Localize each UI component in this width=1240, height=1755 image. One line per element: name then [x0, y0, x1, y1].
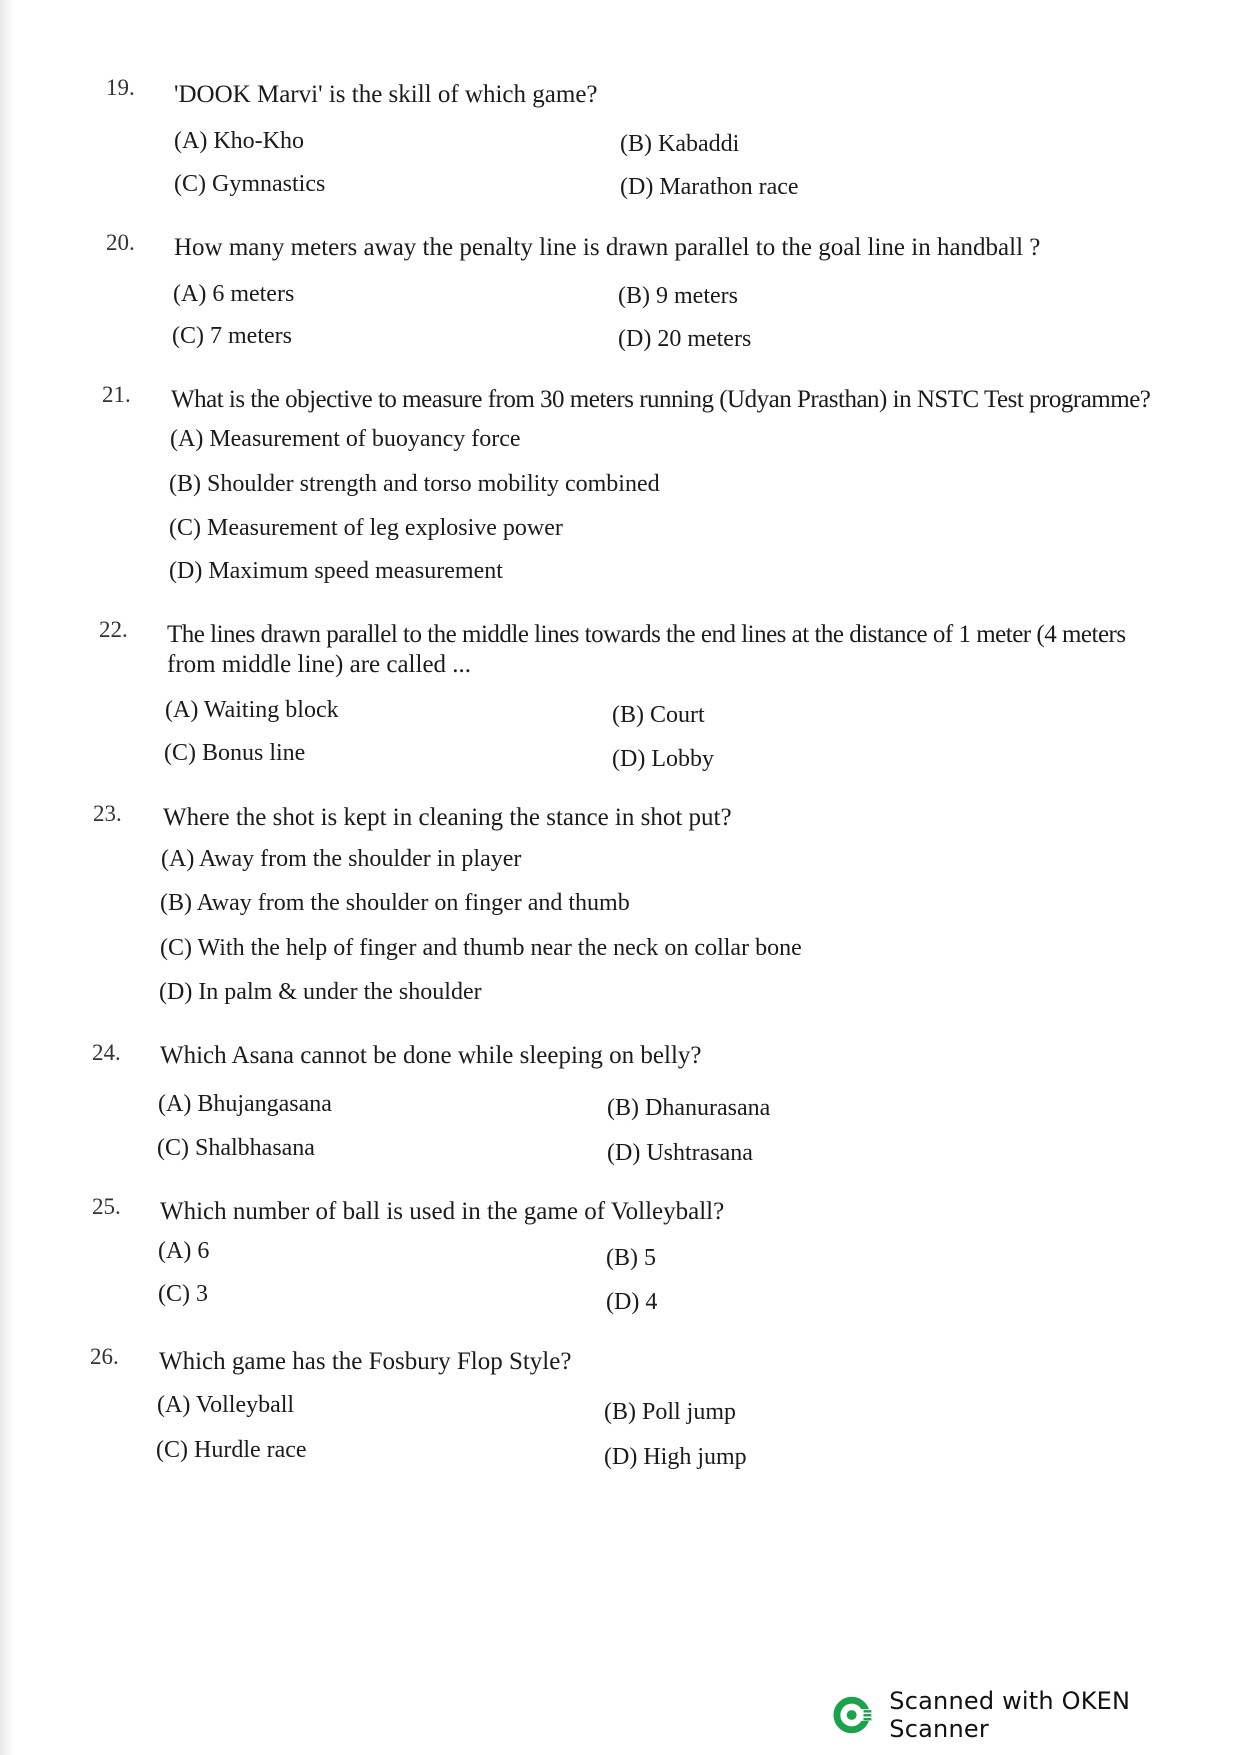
option-a: (A) Waiting block [165, 697, 339, 723]
option-a: (A) Volleyball [157, 1392, 295, 1418]
question-text: What is the objective to measure from 30 meters running (Udyan Prasthan) in NSTC Test programme? [171, 386, 1151, 413]
option-b: (B) Court [612, 702, 705, 728]
option-d: (D) 4 [606, 1289, 658, 1315]
option-b: (B) Dhanurasana [607, 1095, 771, 1121]
scanner-watermark [832, 1687, 1232, 1743]
option-d: (D) In palm & under the shoulder [159, 979, 482, 1005]
option-a: (A) Away from the shoulder in player [161, 846, 522, 872]
question-number: 21. [102, 382, 131, 407]
option-d: (D) Lobby [612, 746, 714, 772]
option-c: (C) Measurement of leg explosive power [169, 515, 563, 541]
option-a: (A) 6 meters [173, 281, 295, 307]
oken-scanner-logo-icon [832, 1693, 875, 1737]
option-c: (C) Hurdle race [156, 1437, 307, 1463]
option-a: (A) Measurement of buoyancy force [170, 426, 521, 452]
option-a: (A) Kho-Kho [174, 128, 304, 154]
question-text: Which game has the Fosbury Flop Style? [159, 1348, 572, 1375]
option-c: (C) Gymnastics [174, 171, 326, 197]
option-d: (D) Ushtrasana [607, 1140, 753, 1166]
option-a: (A) Bhujangasana [158, 1091, 332, 1117]
option-d: (D) Maximum speed measurement [169, 558, 503, 584]
question-number: 26. [90, 1344, 119, 1369]
option-a: (A) 6 [158, 1238, 210, 1264]
option-b: (B) 9 meters [618, 283, 738, 309]
question-text: Where the shot is kept in cleaning the stance in shot put? [163, 804, 732, 831]
question-text: 'DOOK Marvi' is the skill of which game? [174, 81, 598, 108]
question-number: 24. [92, 1040, 121, 1065]
option-c: (C) With the help of finger and thumb near the neck on collar bone [160, 935, 802, 961]
option-b: (B) Kabaddi [620, 131, 740, 157]
question-text-line-1: The lines drawn parallel to the middle lines towards the end lines at the distance of 1 meter (4 meters [167, 621, 1126, 648]
option-d: (D) Marathon race [620, 174, 799, 200]
option-b: (B) Shoulder strength and torso mobility combined [169, 471, 660, 497]
question-number: 22. [99, 617, 128, 642]
option-c: (C) Bonus line [164, 740, 306, 766]
question-text-line-2: from middle line) are called ... [167, 651, 472, 678]
option-c: (C) Shalbhasana [157, 1135, 315, 1161]
option-d: (D) 20 meters [618, 326, 752, 352]
option-b: (B) Away from the shoulder on finger and thumb [160, 890, 630, 916]
question-number: 25. [92, 1194, 121, 1219]
watermark-text: Scanned with OKEN Scanner [889, 1687, 1131, 1743]
option-b: (B) 5 [606, 1245, 656, 1271]
question-text: Which Asana cannot be done while sleeping on belly? [160, 1042, 702, 1069]
question-text: Which number of ball is used in the game of Volleyball? [160, 1198, 725, 1225]
option-d: (D) High jump [604, 1444, 747, 1470]
question-number: 20. [106, 230, 135, 255]
option-c: (C) 3 [158, 1281, 208, 1307]
question-text: How many meters away the penalty line is drawn parallel to the goal line in handball ? [174, 234, 1041, 261]
question-number: 19. [106, 75, 135, 100]
scan-edge-shadow [0, 0, 14, 1755]
option-c: (C) 7 meters [172, 323, 292, 349]
question-number: 23. [93, 801, 122, 826]
option-b: (B) Poll jump [604, 1399, 737, 1425]
